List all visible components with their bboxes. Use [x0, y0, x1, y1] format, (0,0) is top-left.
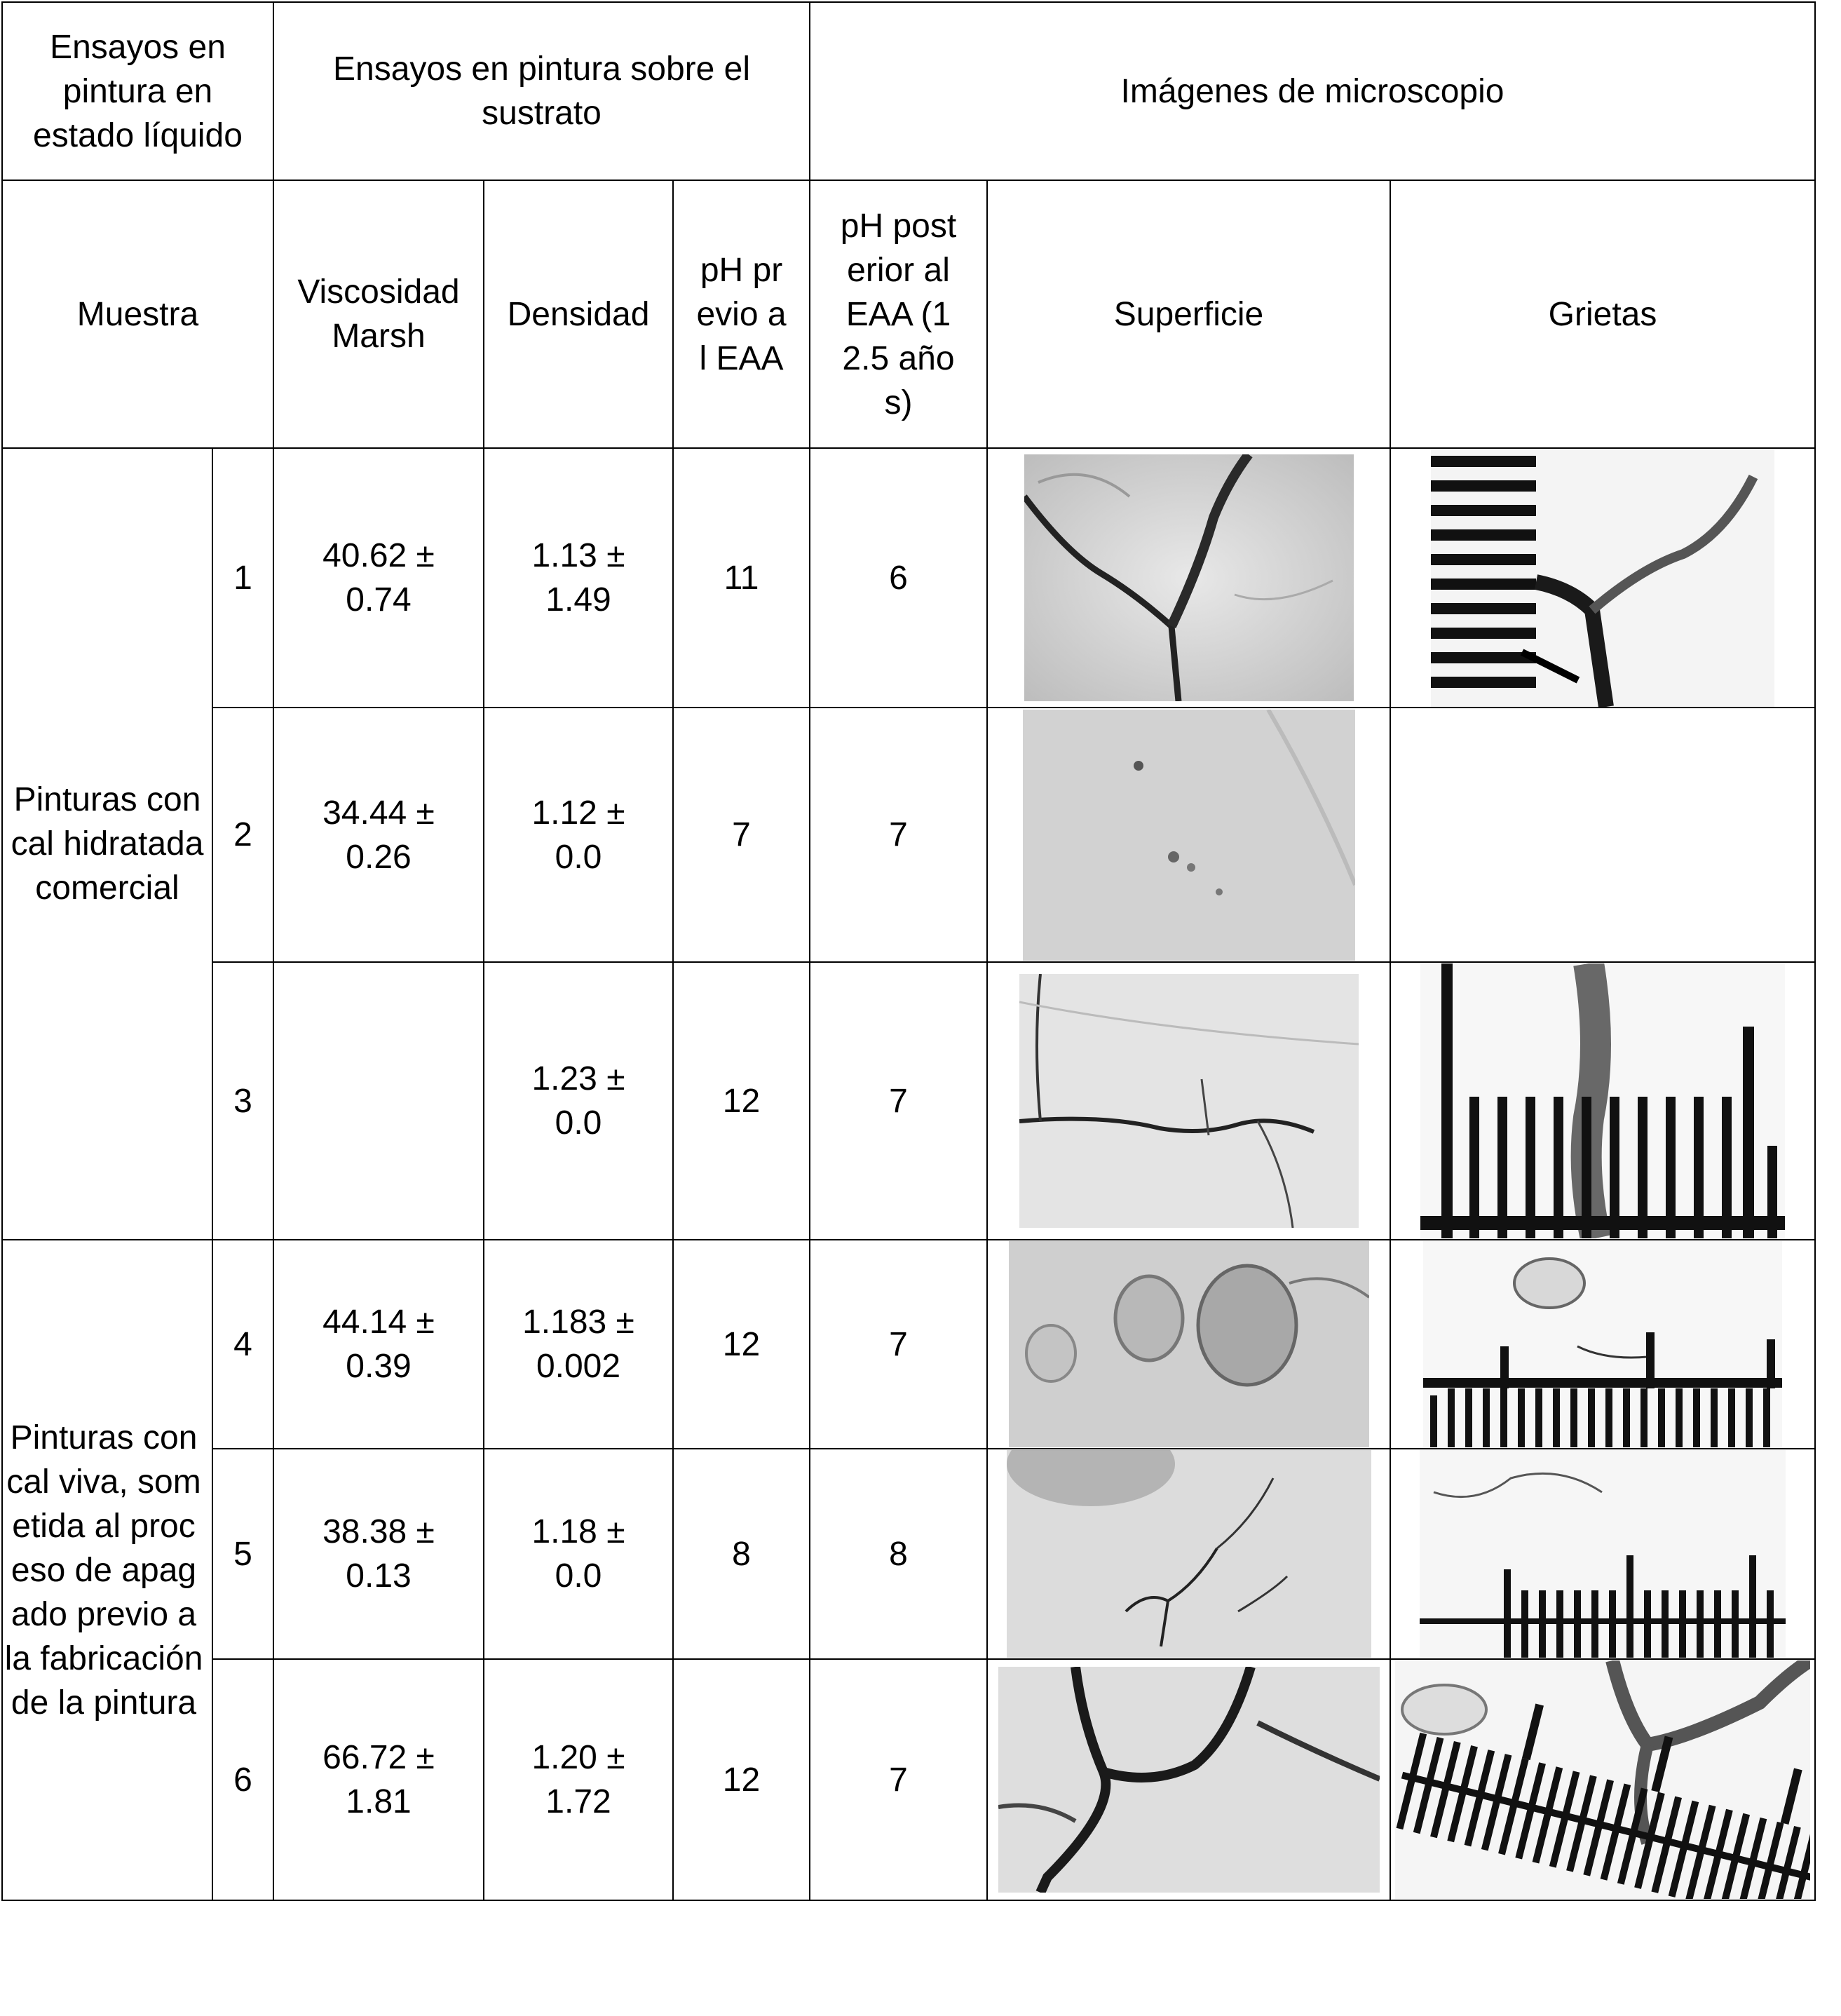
group-label-quicklime: Pinturas con cal viva, sometida al proceso de apagado previo a la fabricación de la pintura — [2, 1240, 212, 1900]
ph-before-value: 12 — [673, 1659, 810, 1900]
viscosity-value: 40.62 ± 0.74 — [273, 448, 484, 708]
surface-micrograph — [1007, 1450, 1371, 1658]
ph-before-value: 12 — [673, 962, 810, 1240]
cracks-micrograph — [1423, 1241, 1782, 1447]
density-value: 1.183 ± 0.002 — [484, 1240, 673, 1449]
density-value: 1.13 ± 1.49 — [484, 448, 673, 708]
column-cracks: Grietas — [1390, 180, 1815, 448]
surface-image-cell — [987, 1240, 1390, 1449]
surface-image-cell — [987, 962, 1390, 1240]
cracks-image-cell — [1390, 962, 1815, 1240]
density-value: 1.12 ± 0.0 — [484, 708, 673, 962]
sample-id: 2 — [212, 708, 273, 962]
surface-micrograph — [998, 1667, 1380, 1893]
sample-id: 4 — [212, 1240, 273, 1449]
viscosity-value — [273, 962, 484, 1240]
density-value: 1.20 ± 1.72 — [484, 1659, 673, 1900]
surface-image-cell — [987, 448, 1390, 708]
cracks-micrograph — [1395, 1660, 1810, 1899]
column-ph-after: pH posterior al EAA (12.5 años) — [810, 180, 987, 448]
ph-after-value: 7 — [810, 962, 987, 1240]
surface-micrograph — [1024, 454, 1354, 701]
ph-before-value: 7 — [673, 708, 810, 962]
cracks-micrograph — [1420, 963, 1785, 1238]
cracks-image-cell — [1390, 448, 1815, 708]
sample-id: 6 — [212, 1659, 273, 1900]
column-viscosity: Viscosidad Marsh — [273, 180, 484, 448]
viscosity-value: 44.14 ± 0.39 — [273, 1240, 484, 1449]
cracks-image-cell — [1390, 1240, 1815, 1449]
ph-before-value: 12 — [673, 1240, 810, 1449]
sample-id: 1 — [212, 448, 273, 708]
column-sample: Muestra — [2, 180, 273, 448]
ph-after-value: 8 — [810, 1449, 987, 1659]
column-ph-before: pH previo al EAA — [673, 180, 810, 448]
surface-micrograph — [1009, 1241, 1369, 1447]
ph-before-value: 8 — [673, 1449, 810, 1659]
sample-id: 3 — [212, 962, 273, 1240]
surface-micrograph — [1023, 710, 1355, 961]
viscosity-value: 38.38 ± 0.13 — [273, 1449, 484, 1659]
sample-id: 5 — [212, 1449, 273, 1659]
ph-before-value: 11 — [673, 448, 810, 708]
header-substrate-tests: Ensayos en pintura sobre el sustrato — [273, 2, 810, 180]
cracks-image-cell — [1390, 1659, 1815, 1900]
column-density: Densidad — [484, 180, 673, 448]
surface-image-cell — [987, 708, 1390, 962]
ph-after-value: 7 — [810, 708, 987, 962]
group-label-hydrated-lime: Pinturas con cal hidratada comercial — [2, 448, 212, 1240]
viscosity-value: 34.44 ± 0.26 — [273, 708, 484, 962]
header-liquid-tests: Ensayos en pintura en estado líquido — [2, 2, 273, 180]
cracks-image-cell — [1390, 1449, 1815, 1659]
ph-after-value: 7 — [810, 1659, 987, 1900]
ph-after-value: 6 — [810, 448, 987, 708]
results-table — [1, 1, 1816, 1901]
cracks-image-cell-empty — [1390, 708, 1815, 962]
surface-image-cell — [987, 1659, 1390, 1900]
surface-image-cell — [987, 1449, 1390, 1659]
cracks-micrograph — [1420, 1450, 1786, 1658]
header-microscope-images: Imágenes de microscopio — [810, 2, 1815, 180]
surface-micrograph — [1019, 974, 1359, 1228]
viscosity-value: 66.72 ± 1.81 — [273, 1659, 484, 1900]
column-surface: Superficie — [987, 180, 1390, 448]
ph-after-value: 7 — [810, 1240, 987, 1449]
cracks-micrograph — [1431, 449, 1774, 707]
density-value: 1.23 ± 0.0 — [484, 962, 673, 1240]
density-value: 1.18 ± 0.0 — [484, 1449, 673, 1659]
